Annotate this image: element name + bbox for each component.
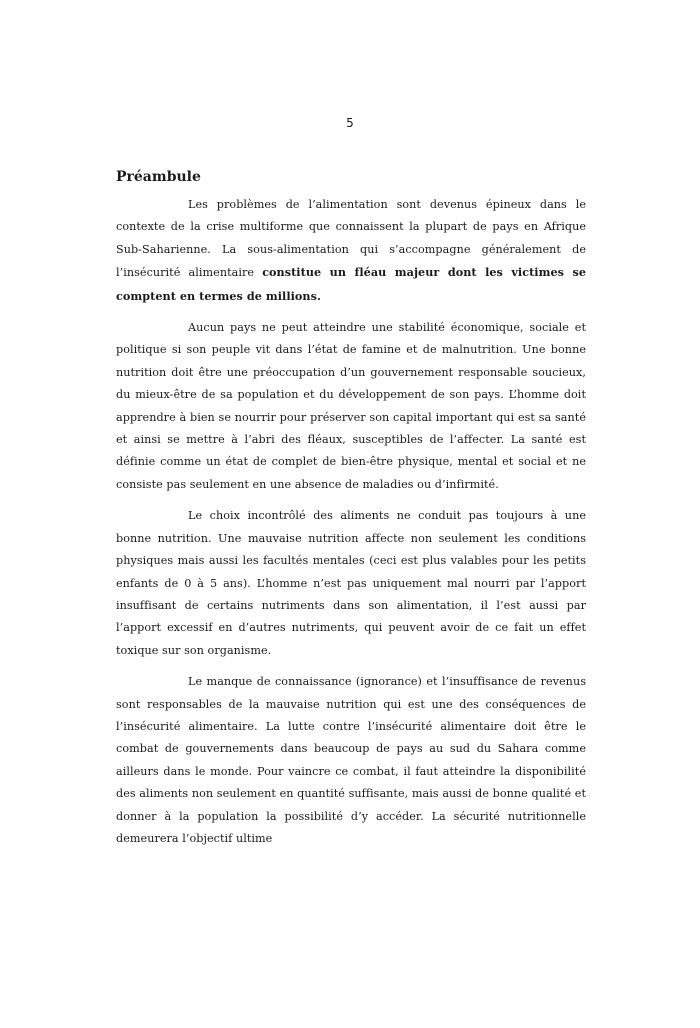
paragraph-2: Aucun pays ne peut atteindre une stabilité économique, sociale et politique si son peuple vit dans l’état de famine et de malnutrition. Une bonne nutrition doit être une préoccupation d’un gouvernement responsable soucieux, du mieux-être de sa population et du développement de son pays. L’homme doit apprendre à bien se nourrir pour préserver son capital important qui est sa santé et ainsi se mettre à l’abri des fléaux, susceptibles de l’affecter. La santé est définie comme un état de complet de bien-être physique, mental et social et ne consiste pas seulement en une absence de maladies ou d’infirmité. <box>116 321 586 491</box>
page-number: 5 <box>346 116 354 130</box>
paragraph-4: Le manque de connaissance (ignorance) et l’insuffisance de revenus sont responsables de la mauvaise nutrition qui est une des conséquences de l’insécurité alimentaire. La lutte contre l’insécurité alimentaire doit être le combat de gouvernements dans beaucoup de pays au sud du Sahara comme ailleurs dans le monde. Pour vaincre ce combat, il faut atteindre la disponibilité des aliments non seulement en quantité suffisante, mais aussi de bonne qualité et donner à la population la possibilité d’y accéder. La sécurité nutritionnelle demeurera l’objectif ultime <box>116 675 586 845</box>
paragraph-3: Le choix incontrôlé des aliments ne conduit pas toujours à une bonne nutrition. Une mauvaise nutrition affecte non seulement les conditions physiques mais aussi les facultés mentales (ceci est plus valables pour les petits enfants de 0 à 5 ans). L’homme n’est pas uniquement mal nourri par l’apport insuffisant de certains nutriments dans son alimentation, il l’est aussi par l’apport excessif en d’autres nutriments, qui peuvent avoir de ce fait un effet toxique sur son organisme. <box>116 509 586 657</box>
paragraph-1 <box>116 194 586 308</box>
paragraph-1-text: Les problèmes de l’alimentation sont devenus épineux dans le contexte de la crise multiforme que connaissent la plupart de pays en Afrique Sub-Saharienne. La sous-alimentation qui s’accompagne généralement de l’insécurité alimentaire <box>116 198 586 280</box>
document-body <box>116 166 586 859</box>
paragraph-1-bold-text: constitue un fléau majeur dont les victimes se comptent en termes de millions. <box>116 265 586 303</box>
section-heading: Préambule <box>116 169 201 185</box>
